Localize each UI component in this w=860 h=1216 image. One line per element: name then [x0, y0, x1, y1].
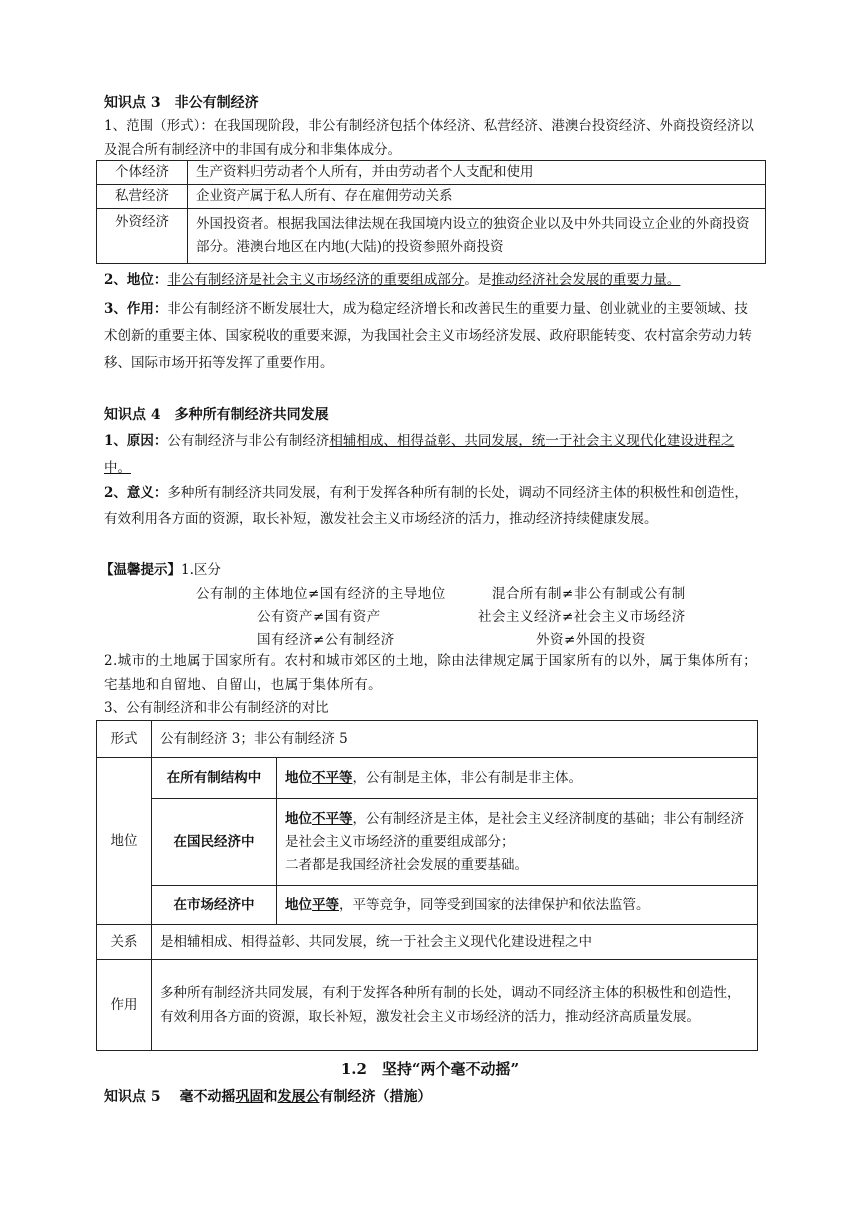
status-context-1: 在所有制结构中 — [152, 758, 277, 799]
meaning-label: 2、意义： — [104, 485, 168, 501]
status-underlined-2: 推动经济社会发展的重要力量。 — [491, 272, 681, 288]
status-desc-1: 地位不平等，公有制是主体，非公有制是非主体。 — [277, 758, 758, 799]
reason-pre: 公有制经济与非公有制经济 — [167, 433, 330, 449]
kp4-title: 知识点 4 多种所有制经济共同发展 — [104, 407, 329, 423]
status-desc-3: 地位平等，平等竞争，同等受到国家的法律保护和依法监管。 — [277, 886, 758, 925]
tip-sub: 1.区分 — [181, 562, 221, 578]
status-desc-2: 地位不平等，公有制经济是主体，是社会主义经济制度的基础；非公有制经济是社会主义市场经济的重要组成部分； 二者都是我国经济社会发展的重要基础。 — [277, 799, 758, 886]
status-context-2: 在国民经济中 — [152, 799, 277, 886]
form-desc: 外国投资者。根据我国法律法规在我国境内设立的独资企业以及中外共同设立企业的外商投资部分。港澳台地区在内地(大陆)的投资参照外商投资 — [188, 209, 766, 264]
table-row — [97, 886, 758, 925]
tip-heading — [100, 558, 756, 582]
reason-underlined: 相辅相成、相得益彰、共同发展，统一于社会主义现代化建设进程之中。 — [104, 433, 735, 476]
form-name: 外资经济 — [97, 209, 188, 264]
table-row — [97, 758, 758, 799]
row-key-form: 形式 — [97, 721, 152, 758]
status-underlined-1: 非公有制经济是社会主义市场经济的重要组成部分 — [167, 272, 465, 288]
kp3-status — [104, 268, 760, 292]
form-name: 个体经济 — [97, 161, 188, 185]
status-mid: 。是 — [464, 272, 492, 288]
row-value-form: 公有制经济 3；非公有制经济 5 — [152, 721, 758, 758]
compare-title: 3、公有制经济和非公有制经济的对比 — [104, 700, 329, 716]
kp3-scope: 1、范围（形式）：在我国现阶段，非公有制经济包括个体经济、私营经济、港澳台投资经济、外商投资经济以及混合所有制经济中的非国有成分和非集体成分。 — [104, 118, 754, 158]
kp4-meaning — [104, 480, 760, 532]
table-row — [97, 209, 766, 264]
table-row — [97, 185, 766, 209]
tip-label: 【温馨提示】 — [100, 562, 181, 578]
kp3-role — [104, 296, 760, 377]
table-row — [97, 960, 758, 1051]
row-key-status: 地位 — [97, 758, 152, 925]
tip-item: 公有制的主体地位≠国有经济的主导地位 — [196, 586, 446, 602]
status-context-3: 在市场经济中 — [152, 886, 277, 925]
status-label: 2、地位： — [104, 272, 168, 288]
tip-item: 社会主义经济≠社会主义市场经济 — [478, 609, 686, 625]
comparison-table — [96, 720, 758, 1051]
tip-item: 混合所有制≠非公有制或公有制 — [492, 586, 686, 602]
form-desc: 生产资料归劳动者个人所有，并由劳动者个人支配和使用 — [188, 161, 766, 185]
table-row — [97, 799, 758, 886]
kp4-reason — [104, 428, 760, 482]
row-value-relation: 是相辅相成、相得益彰、共同发展，统一于社会主义现代化建设进程之中 — [152, 925, 758, 960]
tip-item: 外资≠外国的投资 — [536, 632, 646, 648]
form-name: 私营经济 — [97, 185, 188, 209]
kp3-title: 知识点 3 非公有制经济 — [104, 95, 259, 111]
tip-land: 2.城市的土地属于国家所有。农村和城市郊区的土地，除由法律规定属于国家所有的以外，属于集体所有；宅基地和自留地、自留山，也属于集体所有。 — [104, 653, 758, 693]
role-text: 非公有制经济不断发展壮大，成为稳定经济增长和改善民生的重要力量、创业就业的主要领域、技术创新的重要主体、国家税收的重要来源，为我国社会主义市场经济发展、政府职能转变、农村富余劳动力转移、国际市场开拓等发挥了重要作用。 — [104, 301, 752, 371]
row-key-relation: 关系 — [97, 925, 152, 960]
form-desc: 企业资产属于私人所有、存在雇佣劳动关系 — [188, 185, 766, 209]
row-value-effect: 多种所有制经济共同发展，有利于发挥各种所有制的长处，调动不同经济主体的积极性和创造性，有效利用各方面的资源，取长补短，激发社会主义市场经济的活力，推动经济高质量发展。 — [152, 960, 758, 1051]
kp5-title: 知识点 5 毫不动摇巩固和发展公有制经济（措施） — [104, 1089, 432, 1105]
meaning-text: 多种所有制经济共同发展，有利于发挥各种所有制的长处，调动不同经济主体的积极性和创造性，有效利用各方面的资源，取长补短，激发社会主义市场经济的活力，推动经济持续健康发展。 — [104, 485, 748, 527]
table-row — [97, 721, 758, 758]
reason-label: 1、原因： — [104, 433, 168, 449]
tip-item: 公有资产≠国有资产 — [257, 609, 381, 625]
section-title: 1.2 坚持“两个毫不动摇” — [340, 1060, 520, 1078]
tip-item: 国有经济≠公有制经济 — [257, 632, 395, 648]
ownership-forms-table — [96, 160, 766, 264]
table-row — [97, 925, 758, 960]
role-label: 3、作用： — [104, 301, 168, 317]
row-key-effect: 作用 — [97, 960, 152, 1051]
table-row — [97, 161, 766, 185]
